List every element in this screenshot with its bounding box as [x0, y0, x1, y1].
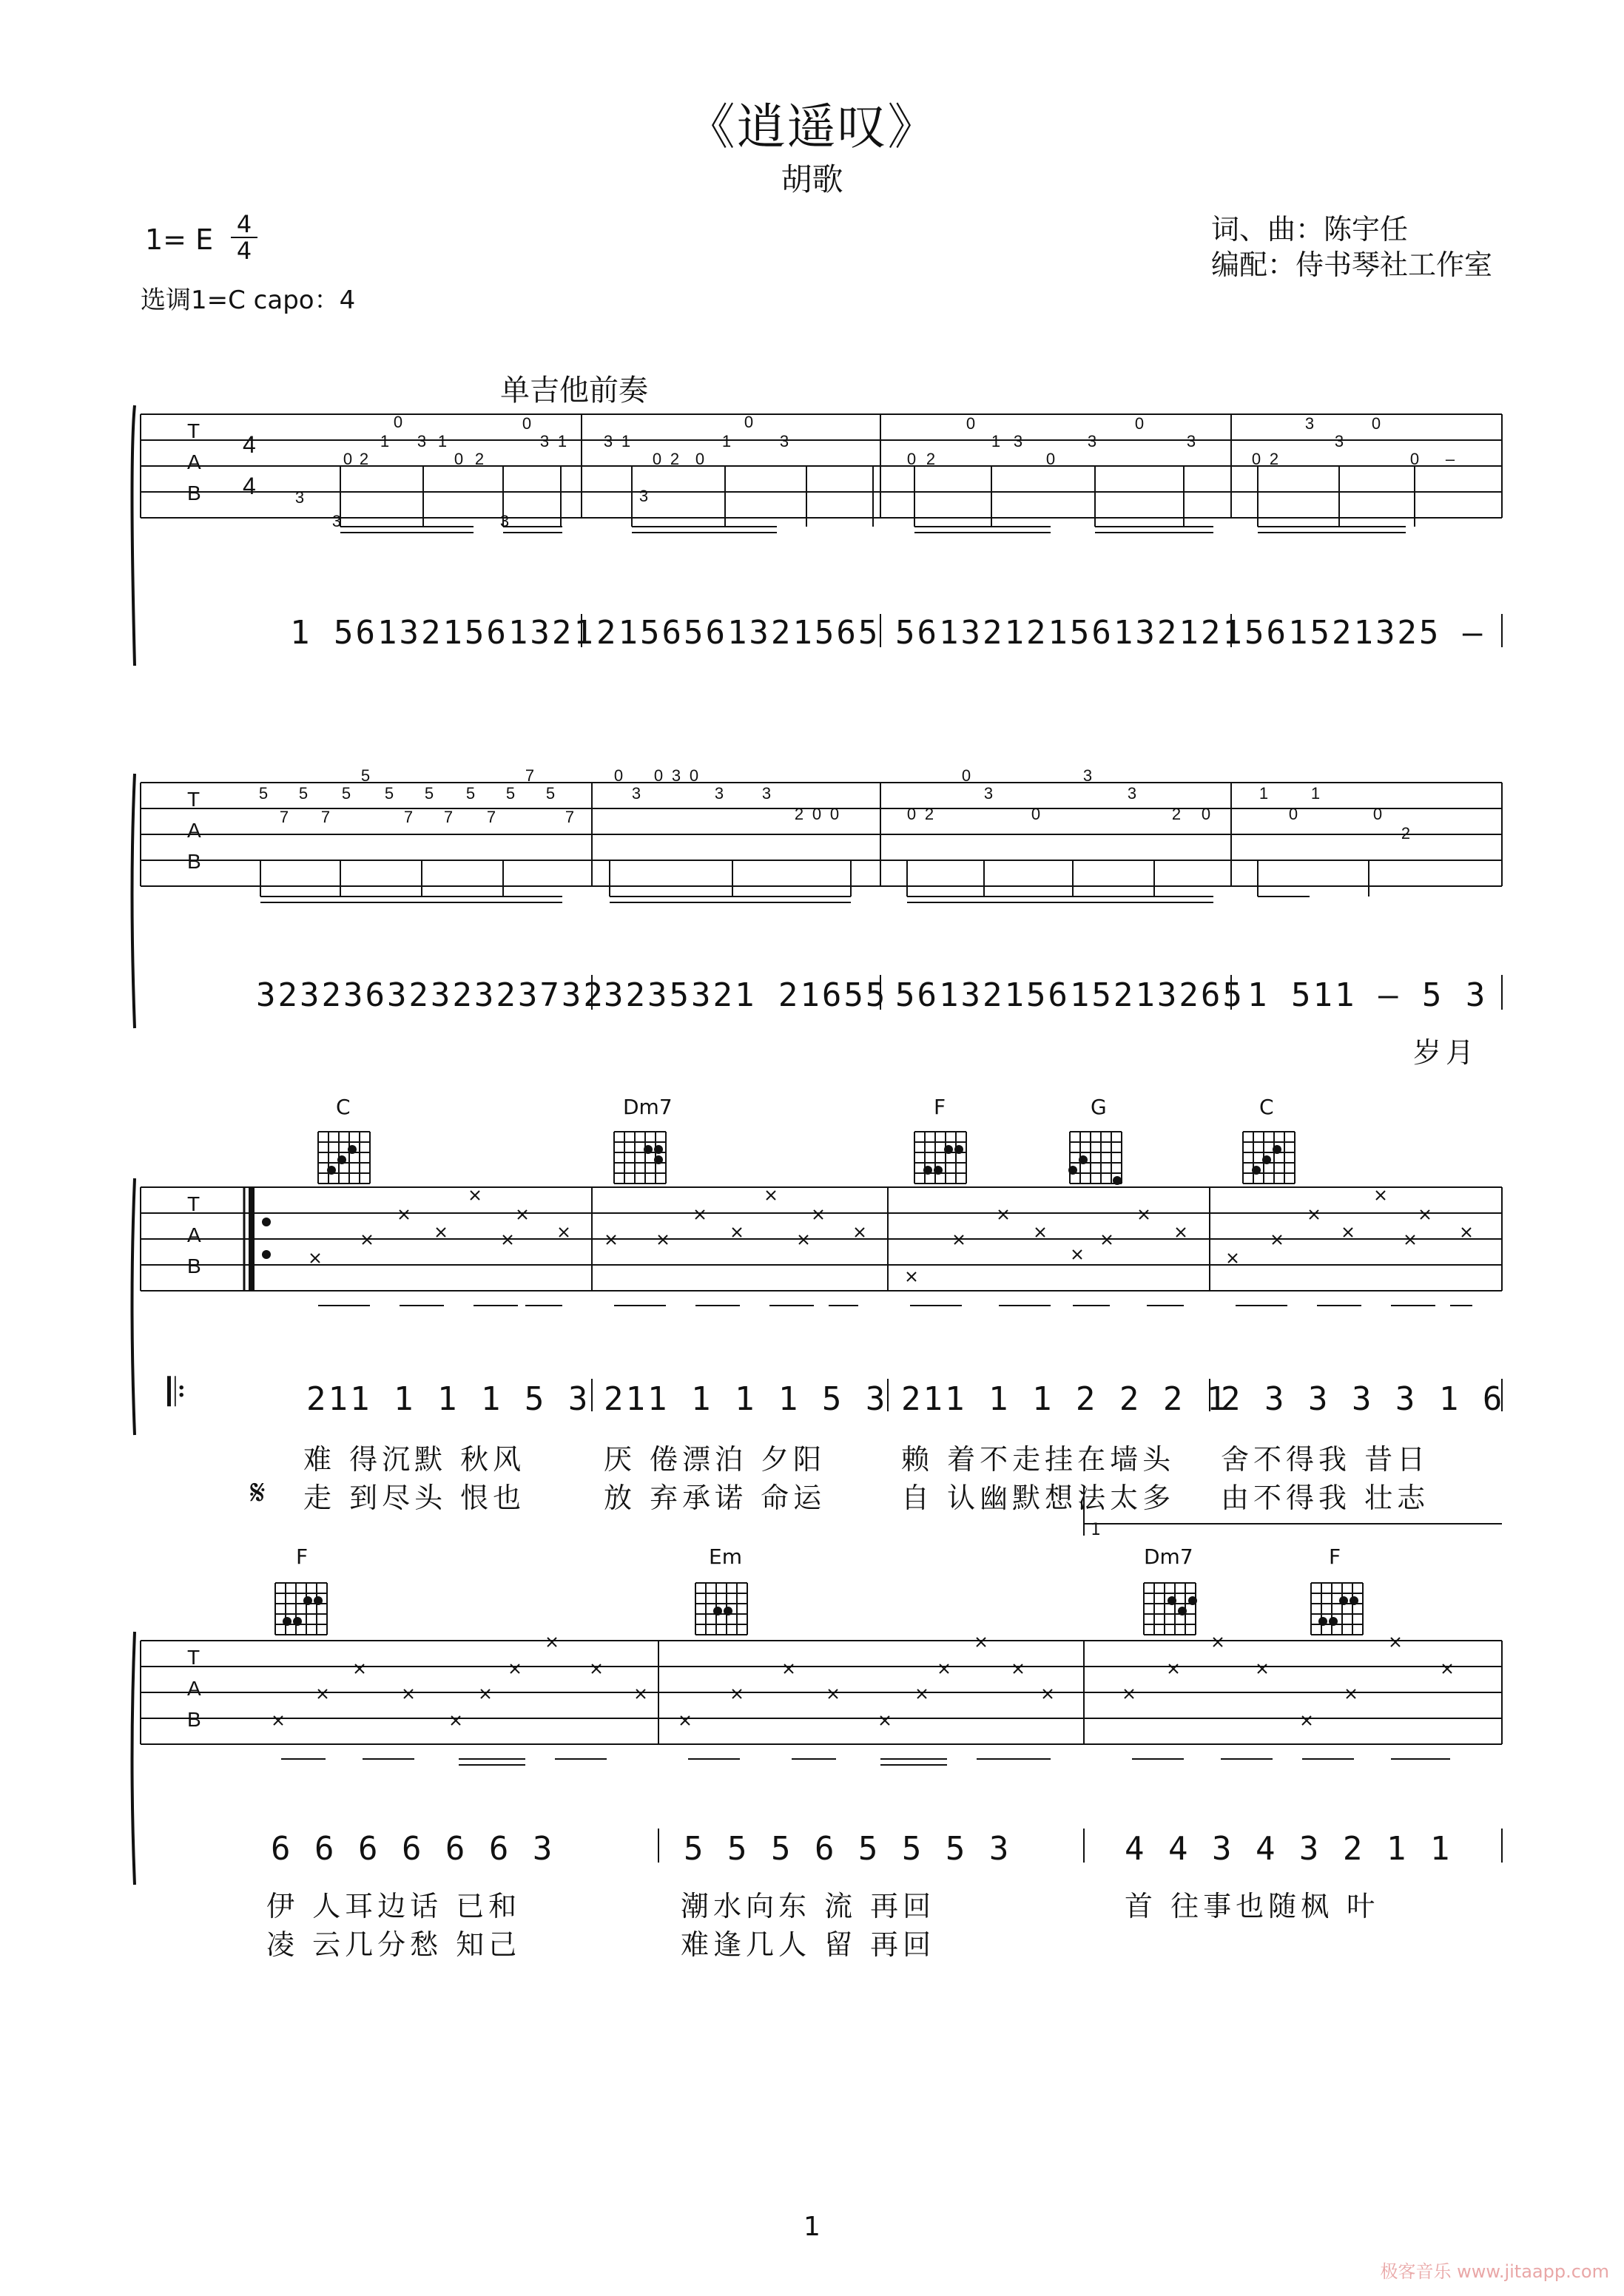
svg-text:5: 5	[298, 784, 309, 803]
svg-text:0: 0	[613, 766, 624, 785]
svg-text:0: 0	[1288, 805, 1298, 823]
svg-text:3: 3	[983, 784, 994, 803]
svg-text:3: 3	[331, 512, 342, 530]
time-sig-bottom: 4	[236, 237, 252, 265]
lyric-verse2: 走 到尽头 恨也	[303, 1482, 526, 1514]
svg-text:0: 0	[966, 414, 976, 433]
svg-text:3: 3	[1087, 432, 1097, 450]
lyric-verse1: 舍不得我 昔日	[1221, 1443, 1430, 1476]
svg-text:0: 0	[1409, 450, 1420, 468]
svg-text:7: 7	[320, 808, 331, 826]
svg-text:7: 7	[525, 766, 535, 785]
jianpu-measure: 6 6 6 6 6 6 3	[271, 1830, 555, 1868]
svg-text:1: 1	[557, 432, 567, 450]
lyric-verse2: 凌 云几分愁 知己	[266, 1928, 522, 1961]
jianpu-measure: 211 1 1 1 5 3	[604, 1380, 888, 1418]
svg-text:3: 3	[1334, 432, 1344, 450]
lyric-verse1: 伊 人耳边话 已和	[266, 1890, 522, 1922]
svg-text:5: 5	[360, 766, 371, 785]
jianpu-measure: 3235321 21655	[604, 976, 888, 1014]
svg-text:0: 0	[522, 414, 532, 433]
svg-text:0: 0	[1371, 414, 1381, 433]
svg-text:5: 5	[384, 784, 394, 803]
svg-text:T: T	[187, 419, 201, 442]
svg-text:0: 0	[906, 450, 917, 468]
svg-text:2: 2	[359, 450, 369, 468]
svg-text:0: 0	[961, 766, 971, 785]
svg-text:3: 3	[1082, 766, 1093, 785]
svg-text:3: 3	[603, 432, 613, 450]
credits-arranger: 编配：侍书琴社工作室	[1210, 249, 1492, 281]
svg-text:4: 4	[243, 473, 256, 499]
svg-text:0: 0	[653, 766, 664, 785]
svg-text:3: 3	[761, 784, 772, 803]
svg-text:3: 3	[1186, 432, 1196, 450]
volta-number: 1	[1091, 1521, 1101, 1539]
svg-text:3: 3	[1013, 432, 1023, 450]
lyric-verse2: 难逢几人 留 再回	[681, 1928, 936, 1961]
svg-text:T: T	[187, 788, 201, 811]
svg-text:1: 1	[437, 432, 448, 450]
svg-text:0: 0	[829, 805, 840, 823]
svg-text:0: 0	[343, 450, 353, 468]
jianpu-measure: 2156561321565	[596, 614, 880, 652]
svg-text:3: 3	[1304, 414, 1315, 433]
jianpu-measure: 5613215615213265	[895, 976, 1244, 1014]
svg-text:0: 0	[393, 413, 403, 431]
svg-text:1: 1	[380, 432, 390, 450]
svg-text:0: 0	[689, 766, 699, 785]
svg-text:3: 3	[671, 766, 681, 785]
svg-text:5: 5	[545, 784, 556, 803]
svg-text:1: 1	[621, 432, 631, 450]
chord-name: F	[1329, 1544, 1341, 1569]
song-title: 《逍遥叹》	[686, 98, 938, 155]
svg-text:0: 0	[1251, 450, 1261, 468]
svg-text:3: 3	[294, 488, 305, 507]
svg-text:5: 5	[505, 784, 516, 803]
jianpu-measure: 561521325 –	[1244, 614, 1485, 652]
svg-text:𝄆: 𝄆	[167, 1371, 186, 1414]
jianpu-measure: 2 3 3 3 3 1 6	[1221, 1380, 1505, 1418]
svg-text:A: A	[187, 450, 201, 473]
svg-text:7: 7	[565, 808, 575, 826]
svg-text:T: T	[187, 1192, 201, 1215]
svg-text:5: 5	[424, 784, 434, 803]
jianpu-measure: 211 1 1 2 2 2 1	[901, 1380, 1229, 1418]
chord-name: Dm7	[1144, 1544, 1193, 1569]
svg-text:7: 7	[486, 808, 496, 826]
artist-name: 胡歌	[781, 161, 843, 197]
jianpu-measure: 211 1 1 1 5 3	[306, 1380, 590, 1418]
svg-text:A: A	[187, 1223, 201, 1246]
svg-text:0: 0	[1201, 805, 1211, 823]
svg-text:3: 3	[639, 487, 649, 505]
svg-text:0: 0	[1045, 450, 1056, 468]
chord-name: C	[1259, 1095, 1274, 1119]
lyric-verse2: 放 弃承诺 命运	[604, 1482, 826, 1514]
svg-text:2: 2	[1269, 450, 1279, 468]
svg-text:–: –	[1445, 450, 1455, 468]
key-signature: 1= E	[145, 223, 214, 256]
svg-text:5: 5	[465, 784, 476, 803]
svg-text:0: 0	[695, 450, 705, 468]
svg-text:1: 1	[1310, 784, 1321, 803]
svg-text:0: 0	[1372, 805, 1383, 823]
svg-text:2: 2	[794, 805, 804, 823]
svg-text:2: 2	[926, 450, 936, 468]
svg-text:3: 3	[1127, 784, 1137, 803]
svg-text:7: 7	[403, 808, 414, 826]
segno-icon: 𝄋	[250, 1472, 266, 1513]
chord-name: F	[934, 1095, 946, 1119]
chord-name: C	[336, 1095, 351, 1119]
svg-text:0: 0	[1134, 414, 1145, 433]
svg-text:0: 0	[744, 413, 754, 431]
svg-text:0: 0	[812, 805, 822, 823]
svg-text:1: 1	[991, 432, 1001, 450]
svg-text:5: 5	[341, 784, 351, 803]
svg-text:3: 3	[779, 432, 789, 450]
svg-text:2: 2	[1171, 805, 1182, 823]
jianpu-measure: 5613212156132121	[895, 614, 1244, 652]
svg-text:3: 3	[631, 784, 641, 803]
svg-text:T: T	[187, 1646, 201, 1669]
page-number: 1	[803, 2212, 821, 2242]
credits-lyrics-composer: 词、曲：陈宇任	[1210, 213, 1408, 246]
svg-text:A: A	[187, 819, 201, 842]
jianpu-measure: 1 561321561321	[290, 614, 596, 652]
jianpu-measure: 5 5 5 6 5 5 5 3	[684, 1830, 1011, 1868]
jianpu-measure: 3232363232323732	[256, 976, 605, 1014]
svg-text:0: 0	[1031, 805, 1041, 823]
lyric-verse1: 难 得沉默 秋风	[303, 1443, 526, 1476]
svg-text:1: 1	[721, 432, 732, 450]
lyric-verse1: 厌 倦漂泊 夕阳	[604, 1443, 826, 1476]
time-sig-top: 4	[236, 210, 252, 238]
jianpu-measure: 1 511 – 5 3	[1247, 976, 1488, 1014]
svg-text:3: 3	[714, 784, 724, 803]
svg-text:2: 2	[924, 805, 934, 823]
lyric-verse1: 赖 着不走挂在墙头	[901, 1443, 1176, 1476]
svg-text:B: B	[187, 850, 201, 873]
lyric-verse1: 潮水向东 流 再回	[681, 1890, 936, 1922]
svg-text:2: 2	[670, 450, 680, 468]
svg-text:1: 1	[1259, 784, 1269, 803]
chord-name: F	[296, 1544, 309, 1569]
svg-text:5: 5	[258, 784, 269, 803]
svg-text:B: B	[187, 1708, 201, 1731]
svg-text:B: B	[187, 1255, 201, 1277]
chord-name: Em	[709, 1544, 742, 1569]
svg-text:0: 0	[906, 805, 917, 823]
capo-info: 选调1=C capo：4	[141, 286, 356, 315]
svg-text:B: B	[187, 482, 201, 504]
lyric-verse2: 由不得我 壮志	[1221, 1482, 1430, 1514]
lyric: 岁月	[1413, 1036, 1479, 1069]
watermark-logo: 极客音乐 www.jitaapp.com	[1380, 2261, 1609, 2282]
lyric-verse2: 自 认幽默想法太多	[901, 1482, 1176, 1514]
svg-text:0: 0	[652, 450, 662, 468]
svg-text:3: 3	[499, 512, 510, 530]
lyric-verse1: 首 往事也随枫 叶	[1125, 1890, 1380, 1922]
svg-text:7: 7	[279, 808, 289, 826]
svg-text:3: 3	[539, 432, 550, 450]
svg-text:3: 3	[417, 432, 427, 450]
svg-text:0: 0	[454, 450, 464, 468]
chord-name: Dm7	[623, 1095, 673, 1119]
svg-text:7: 7	[443, 808, 454, 826]
svg-text:4: 4	[243, 431, 256, 458]
svg-text:2: 2	[474, 450, 485, 468]
section-label: 单吉他前奏	[500, 374, 648, 408]
chord-name: G	[1091, 1095, 1107, 1119]
jianpu-measure: 4 4 3 4 3 2 1 1	[1125, 1830, 1452, 1868]
svg-text:A: A	[187, 1677, 201, 1700]
svg-text:2: 2	[1401, 824, 1411, 843]
